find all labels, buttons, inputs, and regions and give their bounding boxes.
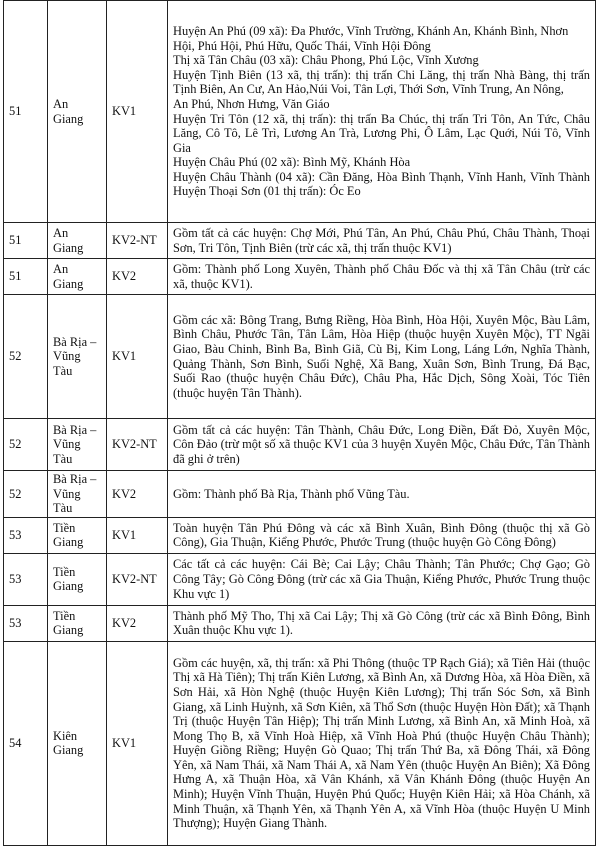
row-number-cell: 53 xyxy=(4,605,48,641)
table-row xyxy=(4,471,596,518)
area-description-cell xyxy=(168,605,596,641)
row-number-cell: 52 xyxy=(4,471,48,518)
area-description-line: Hội, Phú Hội, Phú Hữu, Quốc Thái, Vĩnh Hội Đông xyxy=(173,38,431,53)
area-description-cell xyxy=(168,641,596,845)
table-row xyxy=(4,419,596,471)
row-number-cell: 52 xyxy=(4,419,48,471)
province-cell: An Giang xyxy=(48,259,107,295)
zone-cell: KV1 xyxy=(107,1,168,223)
row-number-cell: 51 xyxy=(4,223,48,259)
zone-cell: KV2 xyxy=(107,605,168,641)
province-cell: Tiền Giang xyxy=(48,517,107,553)
area-description-cell xyxy=(168,259,596,295)
area-description-cell xyxy=(168,295,596,419)
area-description-line: Huyện Châu Phú (02 xã): Bình Mỹ, Khánh Hòa xyxy=(173,155,411,170)
zone-cell: KV1 xyxy=(107,295,168,419)
area-description-cell xyxy=(168,553,596,605)
area-description-line: Huyện Tịnh Biên (13 xã, thị trấn): thị trấn Chi Lăng, thị trấn Nhà Bàng, thị trấn Tịnh Biên, An Cư, An Hảo,Núi Voi, Tân Lợi, Thới Sơn, Vĩnh Trung, An Nông, xyxy=(173,67,590,97)
province-cell: Tiền Giang xyxy=(48,605,107,641)
row-number-cell: 51 xyxy=(4,1,48,223)
priority-zone-table xyxy=(3,0,596,846)
area-description-line: Gồm: Thành phố Bà Rịa, Thành phố Vũng Tàu. xyxy=(173,486,410,501)
area-description-line: Huyện Châu Thành (04 xã): Cần Đăng, Hòa Bình Thạnh, Vĩnh Hanh, Vĩnh Thành Huyện Thoại Sơn (01 thị trấn): Óc Eo xyxy=(173,169,590,199)
zone-cell: KV1 xyxy=(107,517,168,553)
zone-cell: KV2 xyxy=(107,471,168,518)
zone-cell: KV2-NT xyxy=(107,223,168,259)
row-number-cell: 53 xyxy=(4,517,48,553)
table-row xyxy=(4,517,596,553)
area-description-line: Huyện Tri Tôn (12 xã, thị trấn): thị trấn Ba Chúc, thị trấn Tri Tôn, An Tức, Châu Lăng, Cô Tô, Lê Trì, Lương An Trà, Lương Phi, Ô Lâm, Lạc Quới, Núi Tô, Vĩnh Gia xyxy=(173,111,590,155)
area-description-cell xyxy=(168,223,596,259)
area-description-line: Huyện An Phú (09 xã): Đa Phước, Vĩnh Trường, Khánh An, Khánh Bình, Nhơn xyxy=(173,23,569,38)
table-row xyxy=(4,605,596,641)
zone-cell: KV1 xyxy=(107,641,168,845)
area-description-cell xyxy=(168,1,596,223)
province-cell: Bà Rịa – Vũng Tàu xyxy=(48,471,107,518)
area-description-cell xyxy=(168,517,596,553)
province-cell: Bà Rịa – Vũng Tàu xyxy=(48,295,107,419)
area-description-line: Gồm các huyện, xã, thị trấn: xã Phi Thông (thuộc TP Rạch Giá); xã Tiên Hải (thuộc Thị xã Hà Tiên); Thị trấn Kiên Lương, xã Bình An, xã Dương Hòa, xã Hòa Điền, xã Sơn Hải, xã Hòn Nghệ (thuộc Huyện Kiên Lương); Thị trấn Sóc Sơn, xã Bình Giang, xã Linh Huỳnh, xã Sơn Kiên, xã Thổ Sơn (thuộc Huyện Hòn Đất); xã Thạnh Trị (thuộc Huyện Tân Hiệp); Thị trấn Minh Lương, xã Bình An, xã Minh Hoà, xã Mong Thọ B, xã Vĩnh Hoà Hiệp, xã Vĩnh Hoà Phú (thuộc Huyện Châu Thành); Huyện Giồng Riềng; Huyện Gò Quao; Thị trấn Thứ Ba, xã Đông Thái, xã Đông Yên, xã Nam Thái, xã Nam Thái A, xã Nam Yên (thuộc Huyện An Biên); Xã Đông Hưng A, xã Thuận Hòa, xã Vân Khánh, xã Vân Khánh Đông (thuộc Huyện An Minh); Huyện Vĩnh Thuận, Huyện Phú Quốc; Huyện Kiên Hải; xã Hòa Chánh, xã Minh Thuận, xã Thạnh Yên, xã Thạnh Yên A, xã Vĩnh Hòa (thuộc Huyện U Minh Thượng); Huyện Giang Thành. xyxy=(173,655,590,831)
zone-cell: KV2-NT xyxy=(107,419,168,471)
area-description-line: Thành phố Mỹ Tho, Thị xã Cai Lậy; Thị xã Gò Công (trừ các xã Bình Đông, Bình Xuân thuộc Khu vực 1). xyxy=(173,608,590,638)
row-number-cell: 51 xyxy=(4,259,48,295)
province-cell: Tiền Giang xyxy=(48,553,107,605)
row-number-cell: 54 xyxy=(4,641,48,845)
area-description-line: Gồm: Thành phố Long Xuyên, Thành phố Châu Đốc và thị xã Tân Châu (trừ các xã, thuộc KV1). xyxy=(173,261,590,291)
area-description-line: Các tất cả các huyện: Cái Bè; Cai Lậy; Châu Thành; Tân Phước; Chợ Gạo; Gò Công Tây; Gò Công Đông (trừ các xã Gia Thuận, Kiểng Phước, Phước Trung thuộc Khu vực 1) xyxy=(173,557,590,601)
province-cell: Kiên Giang xyxy=(48,641,107,845)
row-number-cell: 52 xyxy=(4,295,48,419)
province-cell: An Giang xyxy=(48,1,107,223)
table-body xyxy=(4,1,596,846)
table-row xyxy=(4,553,596,605)
area-description-cell xyxy=(168,419,596,471)
row-number-cell: 53 xyxy=(4,553,48,605)
zone-cell: KV2 xyxy=(107,259,168,295)
province-cell: Bà Rịa – Vũng Tàu xyxy=(48,419,107,471)
table-row xyxy=(4,295,596,419)
area-description-line: Gồm tất cả các huyện: Tân Thành, Châu Đức, Long Điền, Đất Đỏ, Xuyên Mộc, Côn Đảo (trừ một số xã thuộc KV1 của 3 huyện Xuyên Mộc, Châu Đức, Tân Thành đã ghi ở trên) xyxy=(173,422,590,466)
area-description-line: Gồm tất cả các huyện: Chợ Mới, Phú Tân, An Phú, Châu Phú, Châu Thành, Thoại Sơn, Tri Tôn, Tịnh Biên (trừ các xã, thị trấn thuộc KV1) xyxy=(173,225,590,255)
zone-cell: KV2-NT xyxy=(107,553,168,605)
table-row xyxy=(4,259,596,295)
table-row xyxy=(4,1,596,223)
area-description-line: Gồm các xã: Bông Trang, Bưng Riềng, Hòa Bình, Hòa Hội, Xuyên Mộc, Bàu Lâm, Bình Châu, Phước Tân, Tân Lâm, Hòa Hiệp (thuộc huyện Xuyên Mộc), TT Ngãi Giao, Bàu Chinh, Bình Ba, Bình Giã, Cù Bị, Kim Long, Láng Lớn, Nghĩa Thành, Quảng Thành, Sơn Bình, Suối Nghệ, Xã Bang, Xuân Sơn, Bình Trung, Đá Bạc, Suối Rao (thuộc huyện Châu Đức), Châu Pha, Hắc Dịch, Sông Xoài, Tóc Tiên (thuộc huyện Tân Thành). xyxy=(173,312,590,400)
table-row xyxy=(4,223,596,259)
area-description-line: Thị xã Tân Châu (03 xã): Châu Phong, Phú Lộc, Vĩnh Xương xyxy=(173,53,479,68)
area-description-cell xyxy=(168,471,596,518)
table-row xyxy=(4,641,596,845)
province-cell: An Giang xyxy=(48,223,107,259)
area-description-line: An Phú, Nhơn Hưng, Văn Giáo xyxy=(173,96,330,111)
area-description-line: Toàn huyện Tân Phú Đông và các xã Bình Xuân, Bình Đông (thuộc thị xã Gò Công), Gia Thuận, Kiểng Phước, Phước Trung (thuộc huyện Gò Công Đông) xyxy=(173,520,590,550)
